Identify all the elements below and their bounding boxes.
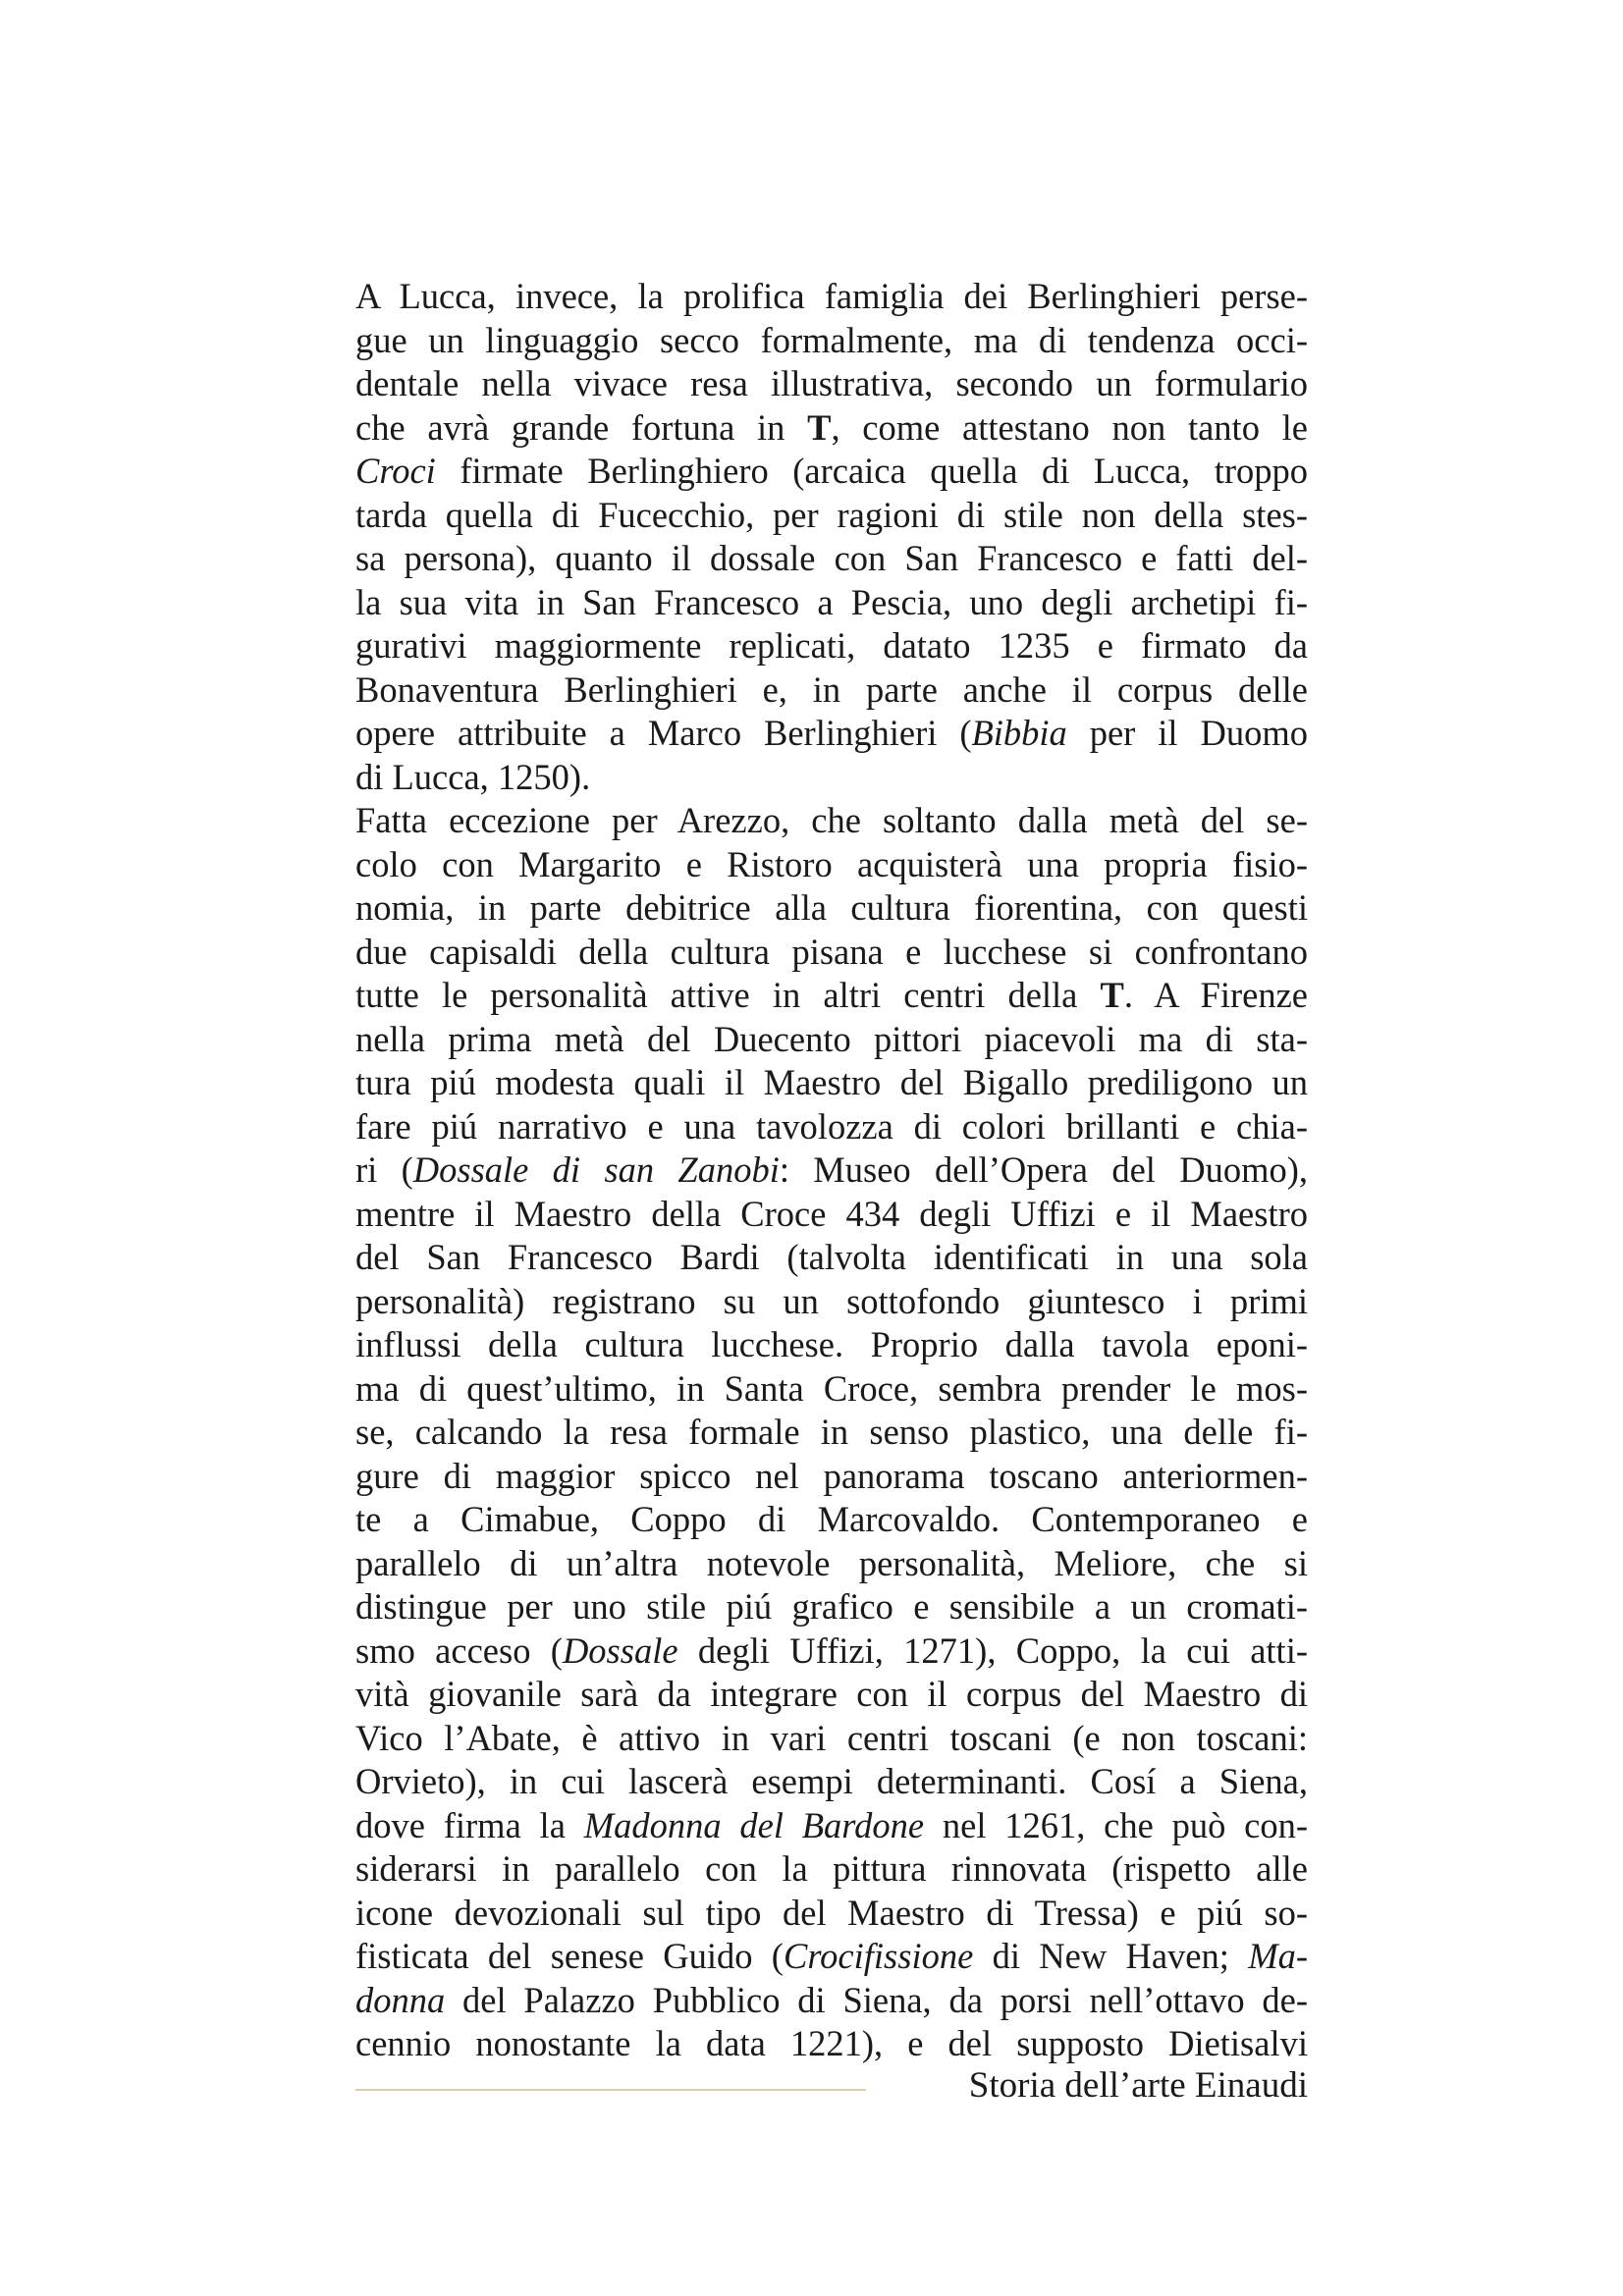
text-line: due capisaldi della cultura pisana e lucchese si confrontano [355, 931, 1308, 972]
text-line: mentre il Maestro della Croce 434 degli Uffizi e il Maestro [355, 1193, 1308, 1234]
text-line: influssi della cultura lucchese. Proprio dalla tavola eponi- [355, 1324, 1308, 1364]
text-line: tutte le personalità attive in altri centri della T. A Firenze [355, 975, 1308, 1015]
text-line: gurativi maggiormente replicati, datato 1235 e firmato da [355, 625, 1308, 666]
text-line: tura piú modesta quali il Maestro del Bigallo prediligono un [355, 1062, 1308, 1102]
text-line: vità giovanile sarà da integrare con il corpus del Maestro di [355, 1674, 1308, 1714]
text-line: nomia, in parte debitrice alla cultura fiorentina, con questi [355, 887, 1308, 928]
text-line: siderarsi in parallelo con la pittura rinnovata (rispetto alle [355, 1848, 1308, 1889]
text-line: se, calcando la resa formale in senso plastico, una delle fi- [355, 1412, 1308, 1452]
text-line: Bonaventura Berlinghieri e, in parte anche il corpus delle [355, 668, 1308, 710]
text-line: che avrà grande fortuna in T, come attestano non tanto le [355, 406, 1308, 448]
text-line: di Lucca, 1250). [355, 756, 591, 797]
text-line: smo acceso (Dossale degli Uffizi, 1271), Coppo, la cui atti- [355, 1629, 1308, 1671]
text-line: A Lucca, invece, la prolifica famiglia dei Berlinghieri perse- [355, 276, 1308, 316]
body-text [355, 275, 1308, 2066]
text-line: gue un linguaggio secco formalmente, ma di tendenza occi- [355, 319, 1308, 360]
text-line: distingue per uno stile piú grafico e sensibile a un cromati- [355, 1586, 1308, 1627]
text-line: fare piú narrativo e una tavolozza di colori brillanti e chia- [355, 1105, 1308, 1147]
text-line: donna del Palazzo Pubblico di Siena, da porsi nell’ottavo de- [355, 1979, 1308, 2020]
text-line: nella prima metà del Duecento pittori piacevoli ma di sta- [355, 1018, 1308, 1059]
text-line: Fatta eccezione per Arezzo, che soltanto dalla metà del se- [355, 800, 1308, 840]
text-line: dove firma la Madonna del Bardone nel 1261, che può con- [355, 1804, 1308, 1845]
text-line: del San Francesco Bardi (talvolta identificati in una sola [355, 1237, 1308, 1277]
text-line: Orvieto), in cui lascerà esempi determinanti. Cosí a Siena, [355, 1761, 1308, 1801]
text-line: fisticata del senese Guido (Crocifissione di New Haven; Ma- [355, 1936, 1308, 1976]
text-line: tarda quella di Fucecchio, per ragioni di stile non della stes- [355, 494, 1308, 535]
text-line: opere attribuite a Marco Berlinghieri (Bibbia per il Duomo [355, 713, 1308, 753]
text-line: Vico l’Abate, è attivo in vari centri toscani (e non toscani: [355, 1717, 1308, 1758]
text-line: colo con Margarito e Ristoro acquisterà una propria fisio- [355, 843, 1308, 884]
text-line: ri (Dossale di san Zanobi: Museo dell’Opera del Duomo), [355, 1149, 1308, 1190]
footer-title: Storia dell’arte Einaudi [968, 2065, 1308, 2106]
page-footer [355, 2059, 1308, 2112]
text-line: gure di maggior spicco nel panorama toscano anteriormen- [355, 1455, 1308, 1496]
text-line: la sua vita in San Francesco a Pescia, uno degli archetipi fi- [355, 581, 1308, 622]
text-line: sa persona), quanto il dossale con San Francesco e fatti del- [355, 538, 1308, 578]
text-line: Croci firmate Berlinghiero (arcaica quella di Lucca, troppo [355, 451, 1308, 491]
text-line: te a Cimabue, Coppo di Marcovaldo. Contemporaneo e [355, 1499, 1308, 1539]
text-line: ma di quest’ultimo, in Santa Croce, sembra prender le mos- [355, 1367, 1308, 1409]
footer-rule [355, 2089, 866, 2091]
text-line: parallelo di un’altra notevole personalità, Meliore, che si [355, 1542, 1308, 1583]
text-line: icone devozionali sul tipo del Maestro di Tressa) e piú so- [355, 1892, 1308, 1933]
text-line: dentale nella vivace resa illustrativa, secondo un formulario [355, 363, 1308, 403]
text-line: cennio nonostante la data 1221), e del supposto Dietisalvi [355, 2023, 1308, 2063]
text-line: personalità) registrano su un sottofondo giuntesco i primi [355, 1280, 1308, 1321]
